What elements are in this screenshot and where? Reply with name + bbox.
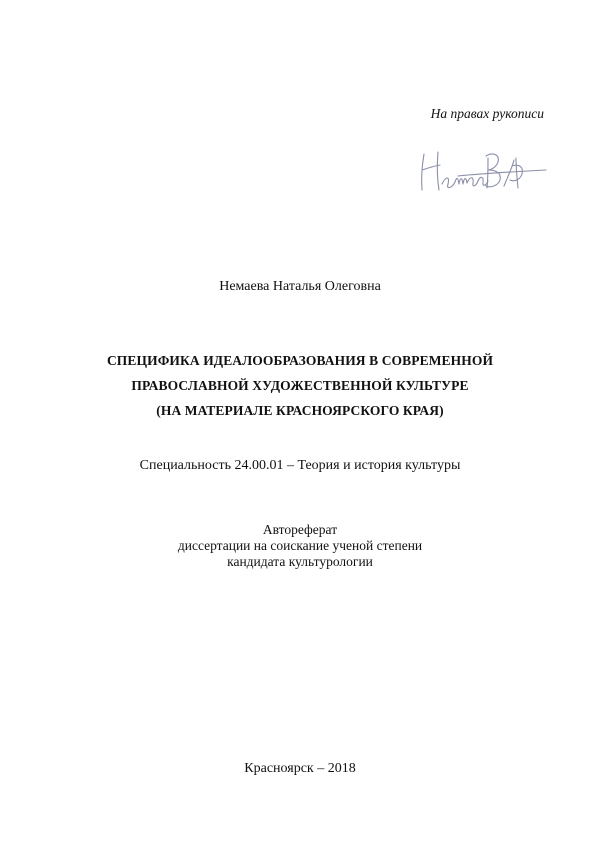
abstract-block bbox=[0, 522, 600, 570]
author-name: Немаева Наталья Олеговна bbox=[219, 279, 381, 294]
specialty-line: Специальность 24.00.01 – Теория и история культуры bbox=[139, 458, 461, 473]
dissertation-title bbox=[0, 348, 600, 423]
title-line: ПРАВОСЛАВНОЙ ХУДОЖЕСТВЕННОЙ КУЛЬТУРЕ bbox=[131, 378, 469, 393]
manuscript-note: На правах рукописи bbox=[430, 106, 544, 121]
abstract-line: диссертации на соискание ученой степени bbox=[177, 538, 423, 553]
abstract-line: Автореферат bbox=[262, 522, 338, 537]
place-year: Красноярск – 2018 bbox=[244, 761, 356, 776]
abstract-line: кандидата культурологии bbox=[227, 554, 373, 569]
signature-icon bbox=[418, 146, 552, 198]
title-line: СПЕЦИФИКА ИДЕАЛООБРАЗОВАНИЯ В СОВРЕМЕННОЙ bbox=[106, 353, 494, 368]
title-line: (НА МАТЕРИАЛЕ КРАСНОЯРСКОГО КРАЯ) bbox=[156, 403, 444, 418]
